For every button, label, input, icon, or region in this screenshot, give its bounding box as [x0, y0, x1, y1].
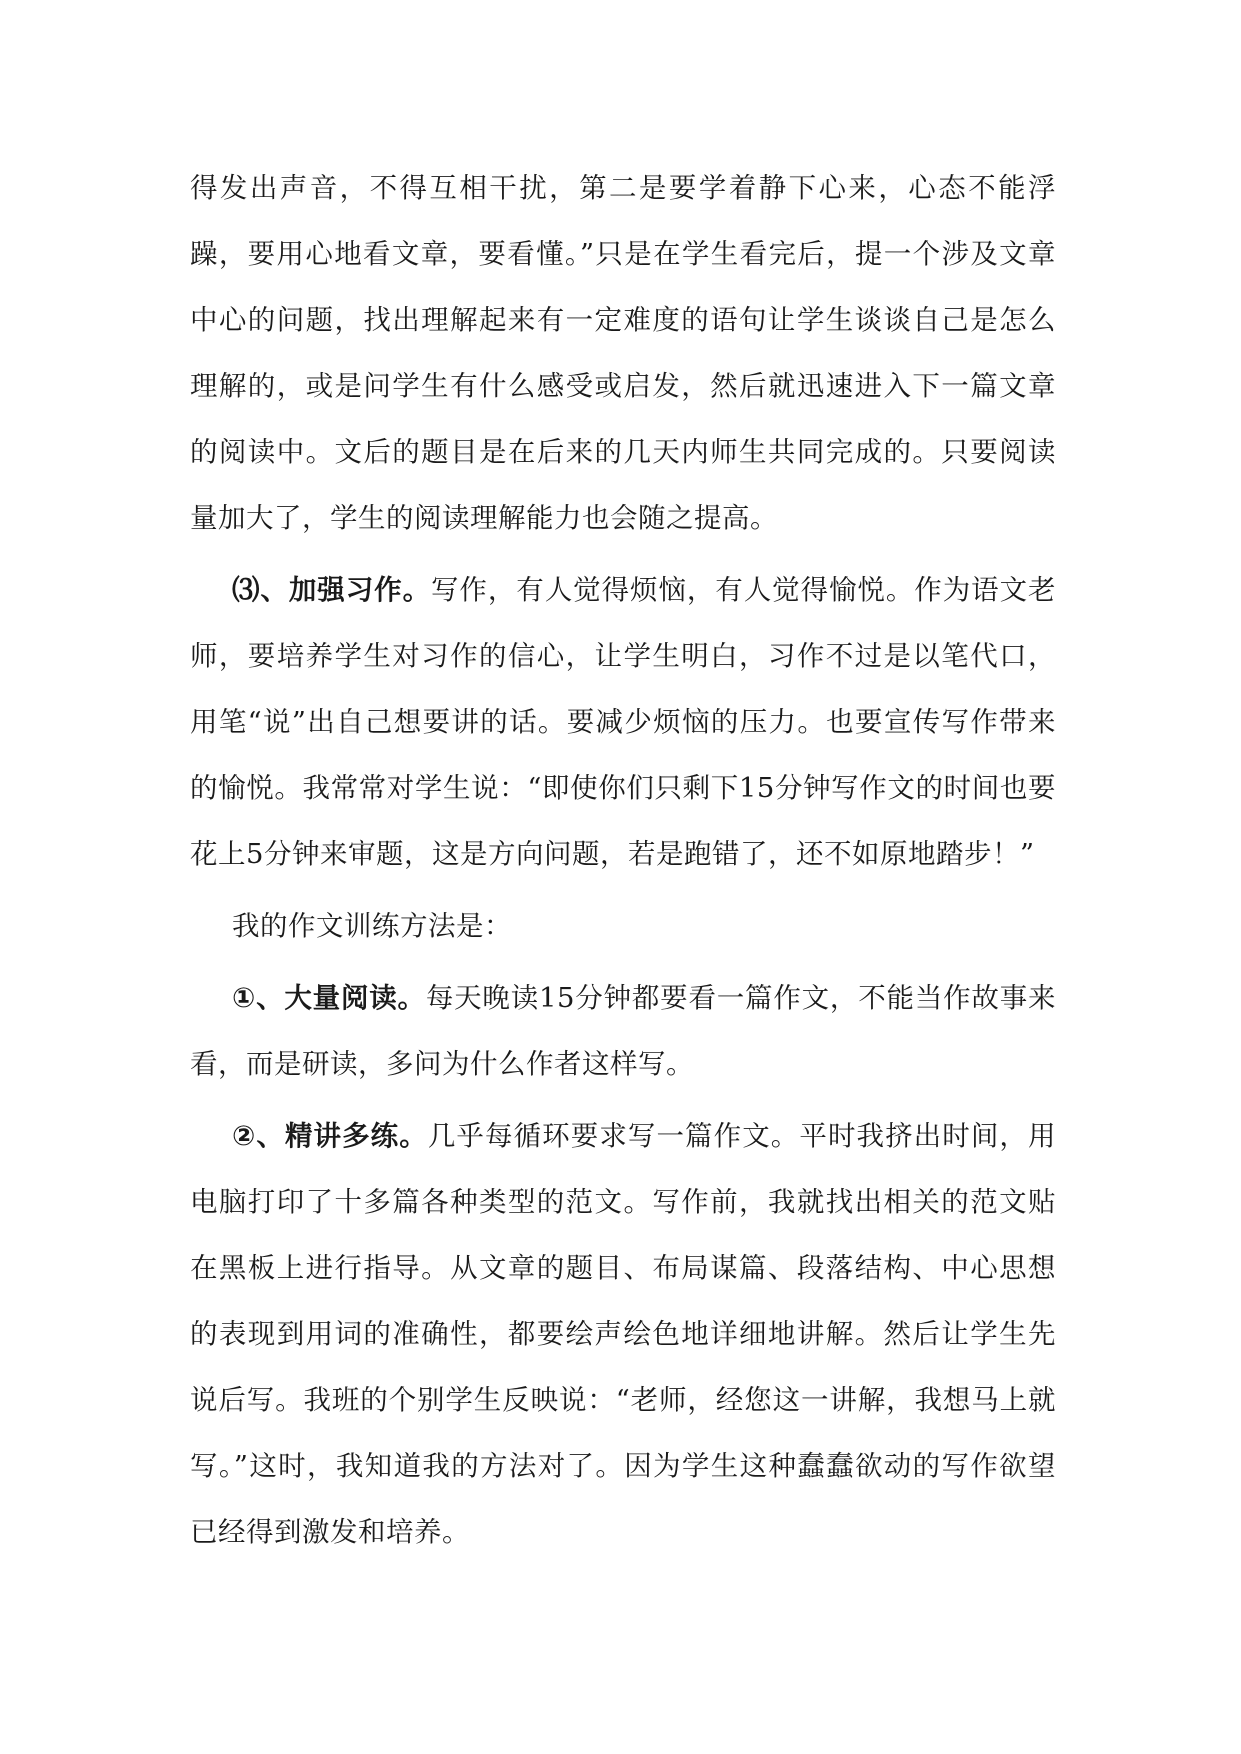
paragraph-text: 得发出声音，不得互相干扰，第二是要学着静下心来，心态不能浮躁，要用心地看文章，要看懂。”只是在学生看完后，提一个涉及文章中心的问题，找出理解起来有一定难度的语句让学生谈谈自己是怎么理解的，或是问学生有什么感受或启发，然后就迅速进入下一篇文章的阅读中。文后的题目是在后来的几天内师生共同完成的。只要阅读量加大了，学生的阅读理解能力也会随之提高。 [190, 172, 1056, 534]
paragraph-text: 写作，有人觉得烦恼，有人觉得愉悦。作为语文老师，要培养学生对习作的信心，让学生明白，习作不过是以笔代口，用笔“说”出自己想要讲的话。要减少烦恼的压力。也要宣传写作带来的愉悦。我常常对学生说：“即使你们只剩下15分钟写作文的时间也要花上5分钟来审题，这是方向问题，若是跑错了，还不如原地踏步！” [190, 574, 1056, 870]
paragraph-text: 几乎每循环要求写一篇作文。平时我挤出时间，用电脑打印了十多篇各种类型的范文。写作前，我就找出相关的范文贴在黑板上进行指导。从文章的题目、布局谋篇、段落结构、中心思想的表现到用词的准确性，都要绘声绘色地详细地讲解。然后让学生先说后写。我班的个别学生反映说：“老师，经您这一讲解，我想马上就写。”这时，我知道我的方法对了。因为学生这种蠢蠢欲动的写作欲望已经得到激发和培养。 [190, 1120, 1056, 1548]
paragraph-writing-practice [190, 557, 1056, 887]
paragraph-continuation [190, 155, 1056, 551]
paragraph-heading: ①、大量阅读。 [232, 982, 426, 1014]
document-page [190, 155, 1056, 1571]
paragraph-method-intro [190, 893, 1056, 959]
paragraph-text: 我的作文训练方法是： [232, 910, 512, 942]
paragraph-extensive-reading [190, 965, 1056, 1097]
paragraph-concise-teaching [190, 1103, 1056, 1565]
paragraph-heading: ⑶、加强习作。 [232, 574, 431, 606]
paragraph-heading: ②、精讲多练。 [232, 1120, 428, 1152]
paragraph-text: 每天晚读15分钟都要看一篇作文，不能当作故事来看，而是研读，多问为什么作者这样写。 [190, 982, 1056, 1080]
